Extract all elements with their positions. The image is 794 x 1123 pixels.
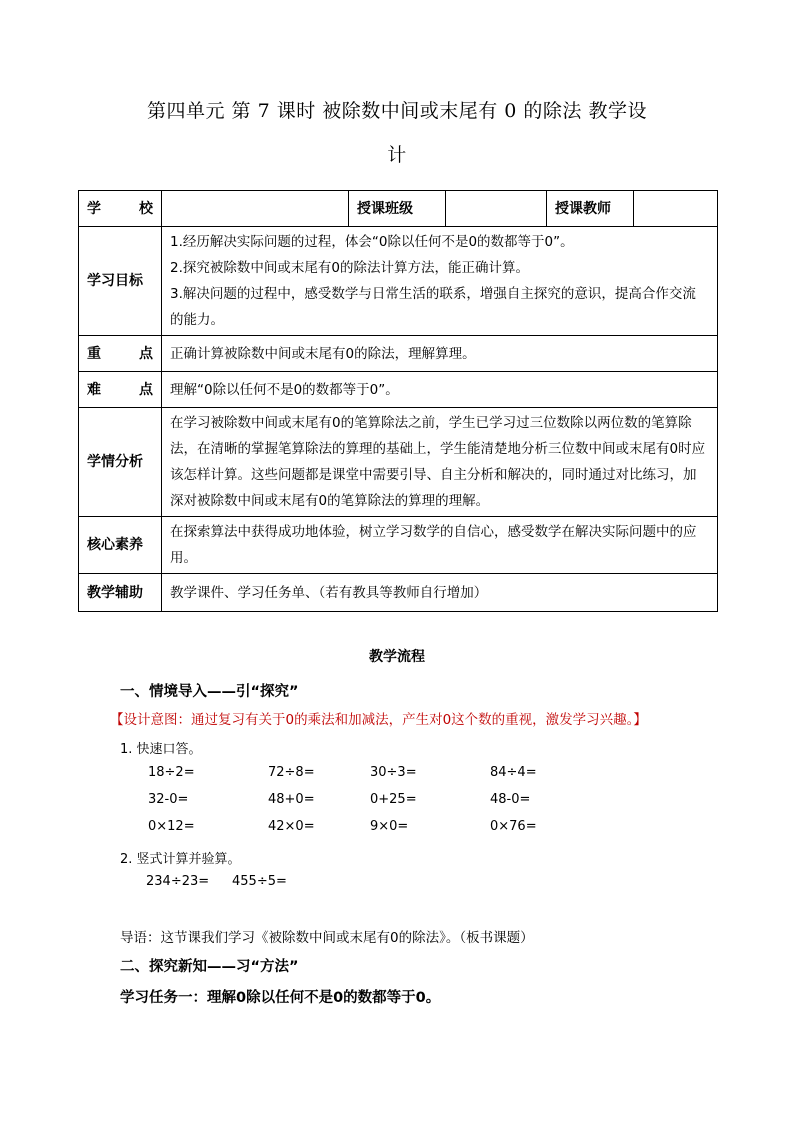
oral-calc-item: 0+25= [370,792,417,807]
oral-calc-item: 48-0= [490,792,531,807]
goal-item: 1.经历解决实际问题的过程，体会“0除以任何不是0的数都等于0”。 [170,234,574,250]
oral-calc-item: 48+0= [268,792,315,807]
oral-calc-item: 42×0= [268,819,315,834]
difficulty-text: 理解“0除以任何不是0的数都等于0”。 [162,372,718,408]
goals-cell [162,227,718,336]
oral-calc-item: 72÷8= [268,765,315,780]
core-literacy-text: 在探索算法中获得成功地体验，树立学习数学的自信心，感受数学在解决实际问题中的应用。 [162,517,718,574]
goal-item: 2.探究被除数中间或末尾有0的除法计算方法，能正确计算。 [170,260,529,276]
teacher-label: 授课教师 [547,191,634,227]
question-1: 1. 快速口答。 [120,742,202,757]
analysis-text: 在学习被除数中间或末尾有0的笔算除法之前，学生已学习过三位数除以两位数的笔算除法，在清晰的掌握笔算除法的算理的基础上，学生能清楚地分析三位数中间或末尾有0时应该怎样计算。这些问题都是课堂中需要引导、自主分析和解决的，同时通过对比练习，加深对被除数中间或末尾有0的笔算除法的算理的理解。 [162,408,718,517]
difficulty-label: 难 点 [79,372,162,408]
written-calc-item: 455÷5= [232,874,287,889]
teaching-aids-text: 教学课件、学习任务单、（若有教具等教师自行增加） [162,574,718,612]
oral-calc-item: 84÷4= [490,765,537,780]
teaching-aids-label: 教学辅助 [79,574,162,612]
oral-calc-item: 9×0= [370,819,409,834]
flow-heading: 教学流程 [369,649,425,665]
section-2-heading: 二、探究新知——习“方法” [120,959,299,975]
page-title: 第四单元 第 7 课时 被除数中间或末尾有 0 的除法 教学设 [147,100,647,122]
goals-label: 学习目标 [79,227,162,336]
written-calc-item: 234÷23= [146,874,210,889]
intro-text: 导语：这节课我们学习《被除数中间或末尾有0的除法》。（板书课题） [120,930,534,946]
design-intent: 【设计意图：通过复习有关于0的乘法和加减法，产生对0这个数的重视，激发学习兴趣。】 [110,712,647,728]
goal-item: 3.解决问题的过程中，感受数学与日常生活的联系，增强自主探究的意识，提高合作交流的能力。 [170,286,696,328]
oral-calc-item: 0×76= [490,819,537,834]
school-value [162,191,349,227]
question-2: 2. 竖式计算并验算。 [120,852,241,867]
task-1-heading: 学习任务一：理解0除以任何不是0的数都等于0。 [120,990,441,1006]
section-1-heading: 一、情境导入——引“探究” [120,684,299,700]
lesson-info-table [78,190,718,612]
key-point-label: 重 点 [79,336,162,372]
class-label: 授课班级 [349,191,446,227]
school-label: 学 校 [79,191,162,227]
class-value [446,191,547,227]
oral-calc-item: 18÷2= [148,765,195,780]
oral-calc-item: 0×12= [148,819,195,834]
core-literacy-label: 核心素养 [79,517,162,574]
oral-calc-item: 30÷3= [370,765,417,780]
page-title-continued: 计 [387,144,407,166]
key-point-text: 正确计算被除数中间或末尾有0的除法，理解算理。 [162,336,718,372]
oral-calc-item: 32-0= [148,792,189,807]
analysis-label: 学情分析 [79,408,162,517]
teacher-value [634,191,718,227]
